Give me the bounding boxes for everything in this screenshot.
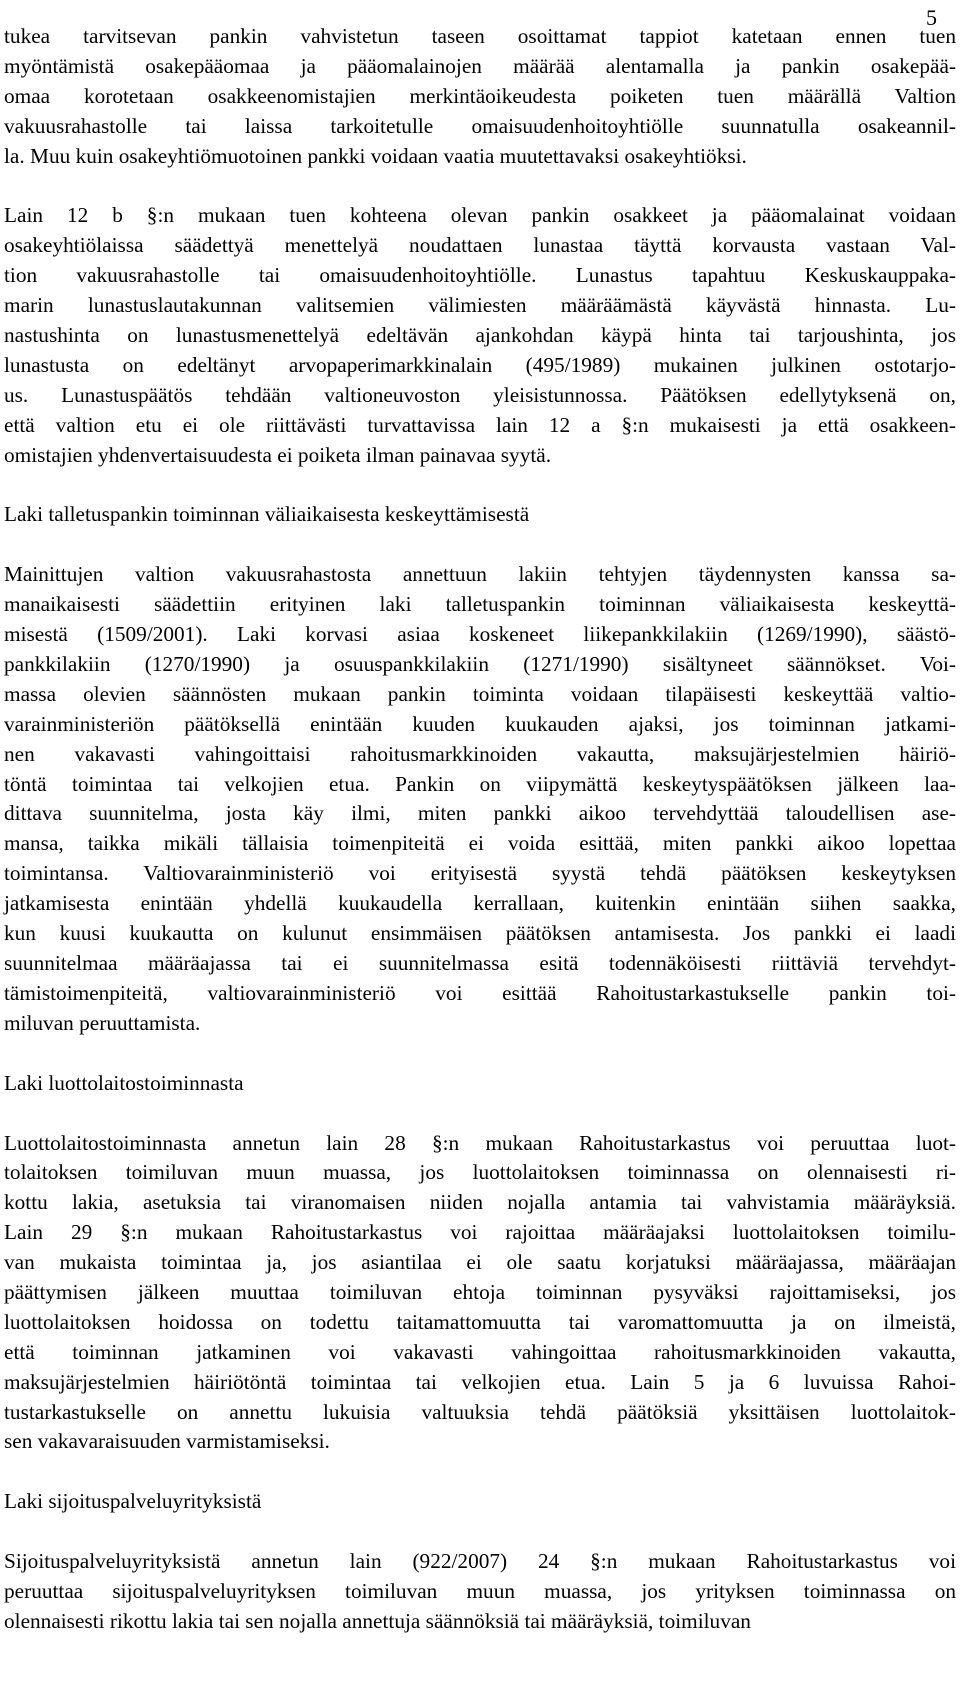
- heading-text: Laki luottolaitostoiminnasta: [4, 1070, 244, 1095]
- text-line: pankkilakiin (1270/1990) ja osuuspankkilakiin (1271/1990) sisältyneet säännökset. Voi-: [4, 652, 956, 677]
- text-line: tustarkastukselle on annettu lukuisia valtuuksia tehdä päätöksiä yksittäisen luottolaitok-: [4, 1399, 956, 1424]
- paragraph: [4, 1129, 956, 1458]
- text-line: luottolaitoksen hoidossa on todettu taitamattomuutta tai varomattomuutta ja on ilmeistä,: [4, 1309, 956, 1334]
- text-line: toimintansa. Valtiovarainministeriö voi erityisestä syystä tehdä päätöksen keskeytyksen: [4, 861, 956, 886]
- block-spacer: [4, 1457, 956, 1487]
- text-line: päättymisen jälkeen muuttaa toimiluvan ehtoja toiminnan pysyväksi rajoittamiseksi, jos: [4, 1279, 956, 1304]
- text-line: kottu lakia, asetuksia tai viranomaisen niiden nojalla antamia tai vahvistamia määräyksiä.: [4, 1190, 956, 1215]
- text-line: suunnitelmaa määräajassa tai ei suunnitelmassa esitä todennäköisesti riittäviä tervehdyt-: [4, 950, 956, 975]
- text-line: miluvan peruuttamista.: [4, 1010, 201, 1035]
- block-spacer: [4, 171, 956, 201]
- text-line: marin lunastuslautakunnan valitsemien välimiesten määräämästä käyvästä hinnasta. Lu-: [4, 293, 956, 318]
- text-line: tion vakuusrahastolle tai omaisuudenhoitoyhtiölle. Lunastus tapahtuu Keskuskauppaka-: [4, 263, 956, 288]
- text-line: myöntämistä osakepääomaa ja pääomalainojen määrää alentamalla ja pankin osakepää-: [4, 53, 956, 78]
- block-spacer: [4, 1039, 956, 1069]
- text-line: la. Muu kuin osakeyhtiömuotoinen pankki voidaan vaatia muutettavaksi osakeyhtiöksi.: [4, 143, 747, 168]
- block-spacer: [4, 1099, 956, 1129]
- text-line: massa olevien säännösten mukaan pankin toiminta voidaan tilapäisesti keskeyttää valtio-: [4, 681, 956, 706]
- text-line: lunastusta on edeltänyt arvopaperimarkkinalain (495/1989) mukainen julkinen ostotarjo-: [4, 352, 956, 377]
- paragraph: [4, 201, 956, 470]
- text-line: Sijoituspalveluyrityksistä annetun lain (922/2007) 24 §:n mukaan Rahoitustarkastus voi: [4, 1549, 956, 1574]
- block-spacer: [4, 470, 956, 500]
- text-line: Lain 29 §:n mukaan Rahoitustarkastus voi rajoittaa määräajaksi luottolaitoksen toimilu-: [4, 1220, 956, 1245]
- text-line: nen vakavasti vahingoittaisi rahoitusmarkkinoiden vakautta, maksujärjestelmien häiriö-: [4, 741, 956, 766]
- text-line: manaikaisesti säädettiin erityinen laki talletuspankin toiminnan väliaikaisesta keskeyttä-: [4, 592, 956, 617]
- section-heading: [4, 1487, 956, 1517]
- text-line: nastushinta on lunastusmenettelyä edeltävän ajankohdan käypä hinta tai tarjoushinta, jos: [4, 323, 956, 348]
- text-line: omistajien yhdenvertaisuudesta ei poiketa ilman painavaa syytä.: [4, 442, 552, 467]
- text-line: mansa, taikka mikäli tällaisia toimenpiteitä ei voida esittää, miten pankki aikoo lopettaa: [4, 831, 956, 856]
- text-line: omaa korotetaan osakkeenomistajien merkintäoikeudesta poiketen tuen määrällä Valtion: [4, 83, 956, 108]
- text-line: osakeyhtiölaissa säädettyä menettelyä noudattaen lunastaa täyttä korvausta vastaan Val-: [4, 233, 956, 258]
- text-line: töntä toimintaa tai velkojien etua. Pankin on viipymättä keskeytyspäätöksen jälkeen laa-: [4, 771, 956, 796]
- block-spacer: [4, 1517, 956, 1547]
- text-line: Mainittujen valtion vakuusrahastosta annettuun lakiin tehtyjen täydennysten kanssa sa-: [4, 562, 956, 587]
- text-line: peruuttaa sijoituspalveluyrityksen toimiluvan muun muassa, jos yrityksen toiminnassa on: [4, 1579, 956, 1604]
- section-heading: [4, 1069, 956, 1099]
- text-line: tukea tarvitsevan pankin vahvistetun taseen osoittamat tappiot katetaan ennen tuen: [4, 24, 956, 48]
- text-line: Luottolaitostoiminnasta annetun lain 28 §:n mukaan Rahoitustarkastus voi peruuttaa luot-: [4, 1130, 956, 1155]
- page-number: 5: [926, 5, 937, 30]
- text-line: että toiminnan jatkaminen voi vakavasti vahingoittaa rahoitusmarkkinoiden vakautta,: [4, 1339, 956, 1364]
- section-heading: [4, 500, 956, 530]
- paragraph: [4, 1547, 956, 1637]
- paragraph: [4, 560, 956, 1038]
- text-line: tämistoimenpiteitä, valtiovarainministeriö voi esittää Rahoitustarkastukselle pankin toi-: [4, 980, 956, 1005]
- paragraph: [4, 22, 956, 171]
- document-body: [4, 22, 956, 1637]
- text-line: sen vakavaraisuuden varmistamiseksi.: [4, 1429, 330, 1454]
- text-line: varainministeriön päätöksellä enintään kuuden kuukauden ajaksi, jos toiminnan jatkami-: [4, 711, 956, 736]
- text-line: tolaitoksen toimiluvan muun muassa, jos luottolaitoksen toiminnassa on olennaisesti ri-: [4, 1160, 956, 1185]
- heading-text: Laki talletuspankin toiminnan väliaikaisesta keskeyttämisestä: [4, 502, 530, 527]
- text-line: vakuusrahastolle tai laissa tarkoitetulle omaisuudenhoitoyhtiölle suunnatulla osakeannil-: [4, 113, 956, 138]
- text-line: että valtion etu ei ole riittävästi turvattavissa lain 12 a §:n mukaisesti ja että osakkeen-: [4, 412, 956, 437]
- heading-text: Laki sijoituspalveluyrityksistä: [4, 1489, 262, 1514]
- text-line: maksujärjestelmien häiriötöntä toimintaa tai velkojien etua. Lain 5 ja 6 luvuissa Rahoi-: [4, 1369, 956, 1394]
- text-line: misestä (1509/2001). Laki korvasi asiaa koskeneet liikepankkilakiin (1269/1990), säästö-: [4, 622, 956, 647]
- text-line: dittava suunnitelma, josta käy ilmi, miten pankki aikoo tervehdyttää taloudellisen ase-: [4, 801, 956, 826]
- block-spacer: [4, 530, 956, 560]
- text-line: olennaisesti rikottu lakia tai sen nojalla annettuja säännöksiä tai määräyksiä, toimiluvan: [4, 1608, 751, 1633]
- text-line: van mukaista toimintaa ja, jos asiantilaa ei ole saatu korjatuksi määräajassa, määräajan: [4, 1250, 956, 1275]
- text-line: us. Lunastuspäätös tehdään valtioneuvoston yleisistunnossa. Päätöksen edellytyksenä on,: [4, 382, 956, 407]
- text-line: Lain 12 b §:n mukaan tuen kohteena olevan pankin osakkeet ja pääomalainat voidaan: [4, 203, 956, 228]
- text-line: jatkamisesta enintään yhdellä kuukaudella kerrallaan, kuitenkin enintään siihen saakka,: [4, 891, 956, 916]
- text-line: kun kuusi kuukautta on kulunut ensimmäisen päätöksen antamisesta. Jos pankki ei laadi: [4, 921, 956, 946]
